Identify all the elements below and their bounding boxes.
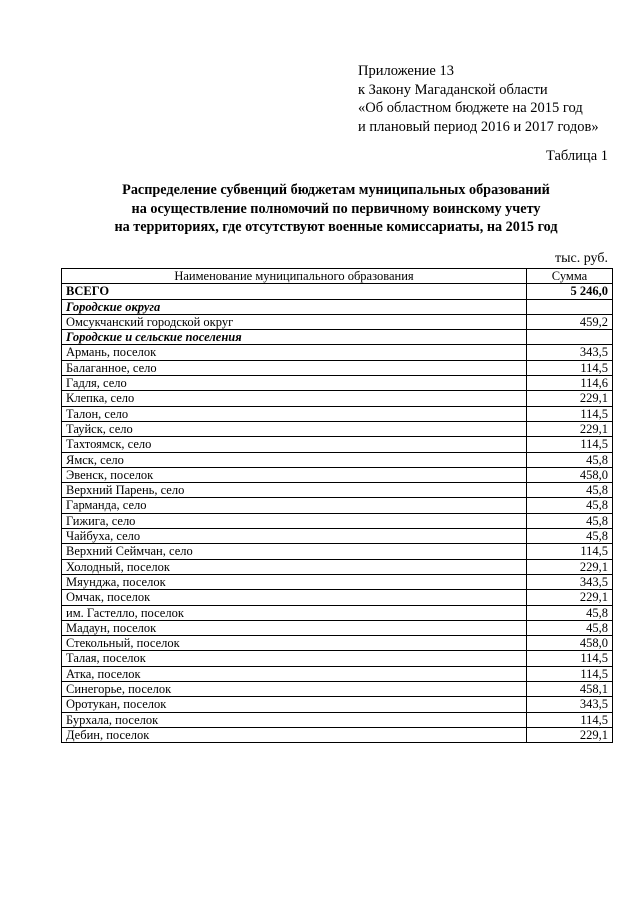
table-row <box>62 620 613 635</box>
municipality-name: Талон, село <box>62 406 527 421</box>
municipality-name: Армань, поселок <box>62 345 527 360</box>
amount-value: 114,5 <box>527 544 613 559</box>
municipality-name: Оротукан, поселок <box>62 697 527 712</box>
table-row <box>62 574 613 589</box>
table-row <box>62 682 613 697</box>
table-row <box>62 651 613 666</box>
table-row <box>62 590 613 605</box>
municipality-name: Тауйск, село <box>62 421 527 436</box>
table-row <box>62 421 613 436</box>
amount-value <box>527 299 613 314</box>
amount-value: 343,5 <box>527 345 613 360</box>
table-row <box>62 376 613 391</box>
table-row <box>62 452 613 467</box>
municipality-name: Синегорье, поселок <box>62 682 527 697</box>
table-body <box>62 284 613 743</box>
amount-value: 45,8 <box>527 620 613 635</box>
amount-value: 459,2 <box>527 314 613 329</box>
municipality-name: Гадля, село <box>62 376 527 391</box>
table-header-row <box>62 269 613 284</box>
amount-value: 458,0 <box>527 636 613 651</box>
amount-value: 114,5 <box>527 712 613 727</box>
table-row <box>62 666 613 681</box>
amount-value: 229,1 <box>527 559 613 574</box>
table-row <box>62 605 613 620</box>
amount-value: 114,5 <box>527 360 613 375</box>
amount-value: 343,5 <box>527 574 613 589</box>
section-row <box>62 330 613 345</box>
amount-value: 45,8 <box>527 452 613 467</box>
title-line: Распределение субвенций бюджетам муниципальных образований <box>122 182 550 198</box>
table-row <box>62 360 613 375</box>
amount-value: 5 246,0 <box>527 284 613 299</box>
amount-value: 229,1 <box>527 391 613 406</box>
municipality-name: Гарманда, село <box>62 498 527 513</box>
municipality-name: ВСЕГО <box>62 284 527 299</box>
table-row <box>62 636 613 651</box>
municipality-name: Клепка, село <box>62 391 527 406</box>
total-row <box>62 284 613 299</box>
municipality-name: Мадаун, поселок <box>62 620 527 635</box>
municipality-name: Дебин, поселок <box>62 727 527 742</box>
table-row <box>62 345 613 360</box>
amount-value: 45,8 <box>527 483 613 498</box>
document-title <box>60 181 612 237</box>
section-row <box>62 299 613 314</box>
table-row <box>62 406 613 421</box>
amount-value: 114,5 <box>527 651 613 666</box>
municipality-name: Мяунджа, поселок <box>62 574 527 589</box>
municipality-name: Тахтоямск, село <box>62 437 527 452</box>
table-number: Таблица 1 <box>545 148 608 164</box>
appendix-header <box>358 62 599 136</box>
amount-value: 114,6 <box>527 376 613 391</box>
appendix-line: «Об областном бюджете на 2015 год <box>358 100 583 116</box>
appendix-line: Приложение 13 <box>358 63 454 79</box>
subvention-table <box>61 268 613 743</box>
municipality-name: Омчак, поселок <box>62 590 527 605</box>
municipality-name: Стекольный, поселок <box>62 636 527 651</box>
amount-value: 114,5 <box>527 437 613 452</box>
municipality-name: Гижига, село <box>62 513 527 528</box>
municipality-name: Балаганное, село <box>62 360 527 375</box>
table-row <box>62 314 613 329</box>
municipality-name: Городские и сельские поселения <box>62 330 527 345</box>
table-row <box>62 483 613 498</box>
amount-value: 458,0 <box>527 467 613 482</box>
amount-value: 45,8 <box>527 498 613 513</box>
column-header-sum: Сумма <box>527 269 613 284</box>
amount-value: 229,1 <box>527 590 613 605</box>
units-label: тыс. руб. <box>555 251 608 266</box>
amount-value: 229,1 <box>527 727 613 742</box>
table-row <box>62 467 613 482</box>
table-row <box>62 391 613 406</box>
municipality-name: Талая, поселок <box>62 651 527 666</box>
amount-value: 45,8 <box>527 605 613 620</box>
table-row <box>62 697 613 712</box>
table-row <box>62 559 613 574</box>
municipality-name: Верхний Парень, село <box>62 483 527 498</box>
appendix-line: к Закону Магаданской области <box>358 81 548 98</box>
amount-value: 114,5 <box>527 666 613 681</box>
municipality-name: Бурхала, поселок <box>62 712 527 727</box>
amount-value <box>527 330 613 345</box>
title-line: на осуществление полномочий по первичному воинскому учету <box>131 200 541 217</box>
municipality-name: Холодный, поселок <box>62 559 527 574</box>
municipality-name: Чайбуха, село <box>62 529 527 544</box>
amount-value: 458,1 <box>527 682 613 697</box>
amount-value: 229,1 <box>527 421 613 436</box>
municipality-name: Атка, поселок <box>62 666 527 681</box>
amount-value: 114,5 <box>527 406 613 421</box>
table-row <box>62 529 613 544</box>
table-row <box>62 513 613 528</box>
column-header-name: Наименование муниципального образования <box>62 269 527 284</box>
amount-value: 45,8 <box>527 529 613 544</box>
municipality-name: Омсукчанский городской округ <box>62 314 527 329</box>
municipality-name: им. Гастелло, поселок <box>62 605 527 620</box>
table-row <box>62 437 613 452</box>
appendix-line: и плановый период 2016 и 2017 годов» <box>358 118 599 135</box>
table-row <box>62 727 613 742</box>
table-row <box>62 544 613 559</box>
title-line: на территориях, где отсутствуют военные комиссариаты, на 2015 год <box>114 219 558 235</box>
table-row <box>62 498 613 513</box>
municipality-name: Ямск, село <box>62 452 527 467</box>
amount-value: 343,5 <box>527 697 613 712</box>
table-row <box>62 712 613 727</box>
amount-value: 45,8 <box>527 513 613 528</box>
municipality-name: Эвенск, поселок <box>62 467 527 482</box>
municipality-name: Городские округа <box>62 299 527 314</box>
municipality-name: Верхний Сеймчан, село <box>62 544 527 559</box>
